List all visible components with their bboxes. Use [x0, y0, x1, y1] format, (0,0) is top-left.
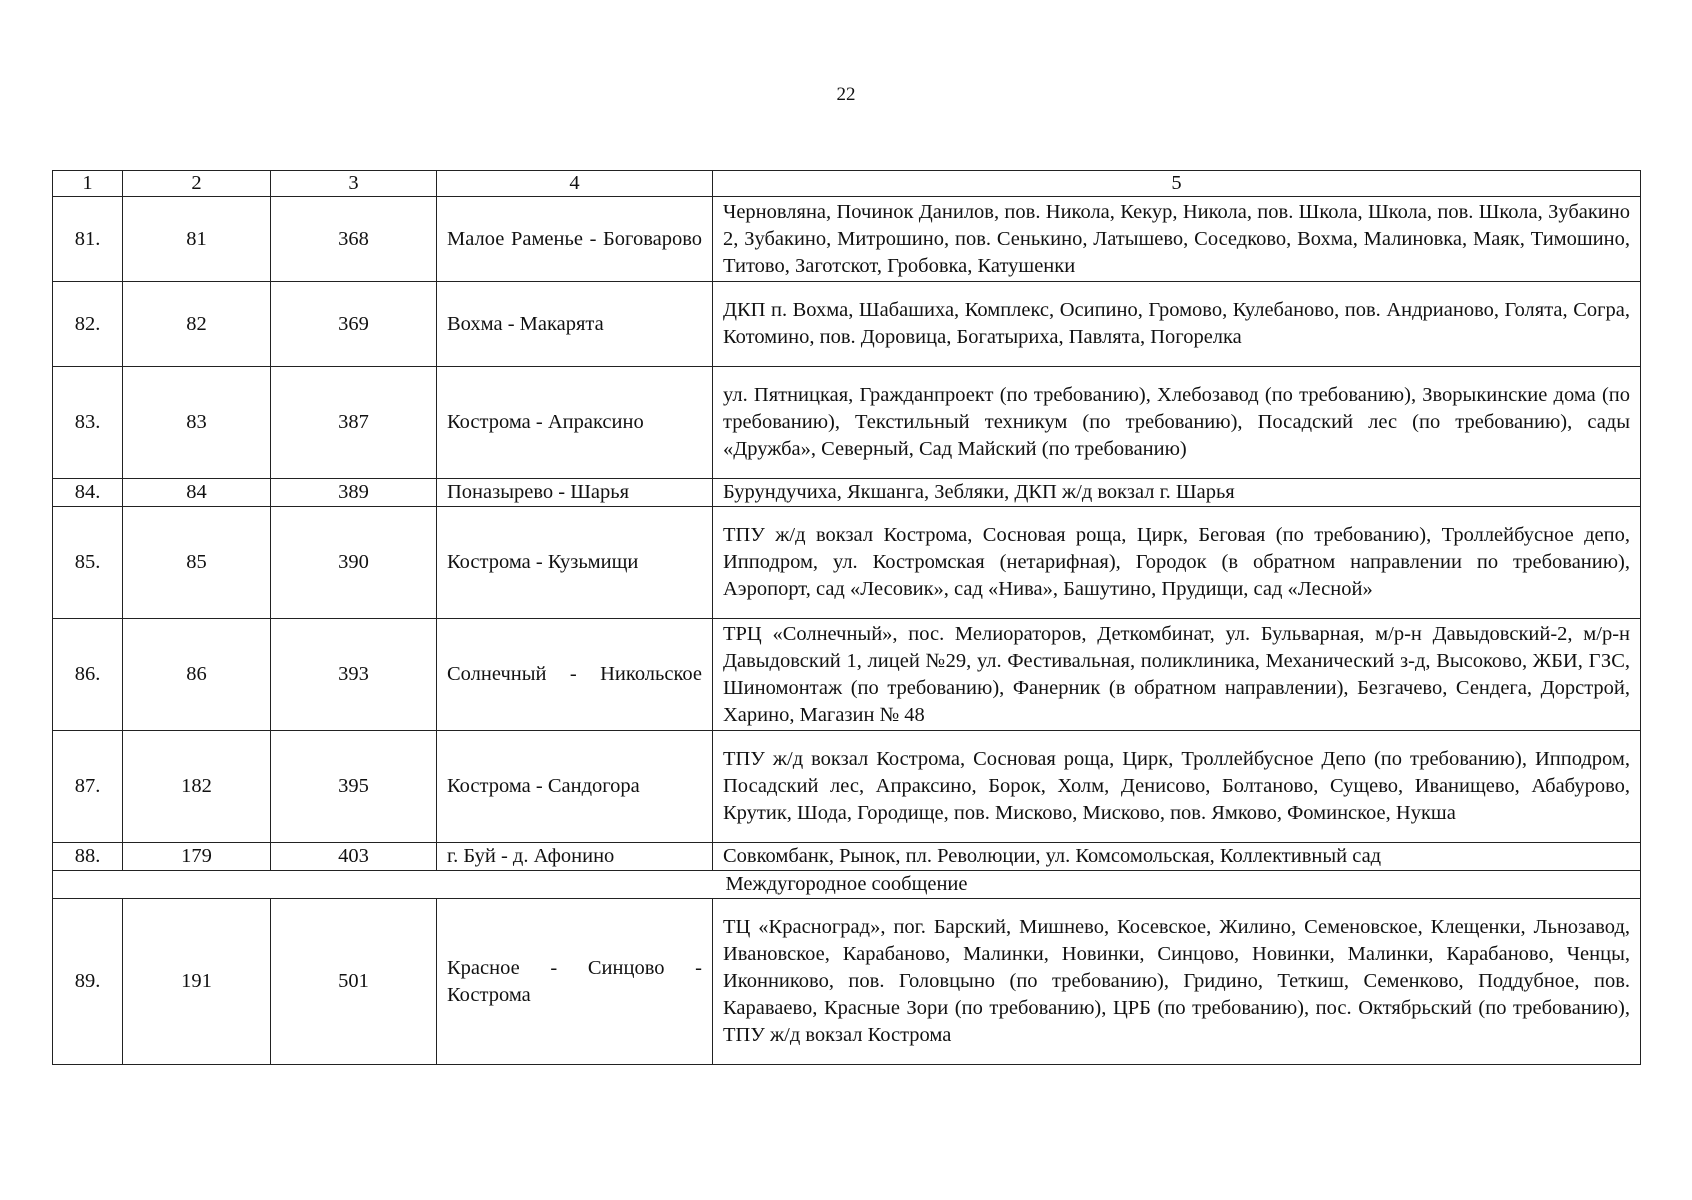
- route-number: 86: [123, 619, 271, 731]
- row-number: 89.: [53, 899, 123, 1065]
- route-number: 84: [123, 479, 271, 507]
- route-stops: ТПУ ж/д вокзал Кострома, Сосновая роща, Цирк, Троллейбусное Депо (по требованию), Ипподром, Посадский лес, Апраксино, Борок, Холм, Денисово, Болтаново, Сущево, Иванищево, Абабурово, Крутик, Шода, Городище, пов. Мисково, Мисково, пов. Ямково, Фоминское, Нукша: [713, 731, 1641, 843]
- route-number: 83: [123, 367, 271, 479]
- table-header-row: [53, 171, 1641, 197]
- route-name: Кострома - Апраксино: [437, 367, 713, 479]
- registry-number: 369: [271, 282, 437, 367]
- route-name: Поназырево - Шарья: [437, 479, 713, 507]
- column-header: 5: [713, 171, 1641, 197]
- route-number: 85: [123, 507, 271, 619]
- registry-number: 393: [271, 619, 437, 731]
- route-name: Солнечный - Никольское: [437, 619, 713, 731]
- registry-number: 501: [271, 899, 437, 1065]
- row-number: 86.: [53, 619, 123, 731]
- row-number: 84.: [53, 479, 123, 507]
- route-number: 182: [123, 731, 271, 843]
- table-row: [53, 843, 1641, 871]
- section-row: [53, 871, 1641, 899]
- table-row: [53, 507, 1641, 619]
- route-name: Кострома - Сандогора: [437, 731, 713, 843]
- route-name: г. Буй - д. Афонино: [437, 843, 713, 871]
- column-header: 1: [53, 171, 123, 197]
- registry-number: 387: [271, 367, 437, 479]
- table-row: [53, 479, 1641, 507]
- row-number: 85.: [53, 507, 123, 619]
- page-number: 22: [836, 84, 856, 105]
- section-title: Междугородное сообщение: [53, 871, 1641, 899]
- column-header: 2: [123, 171, 271, 197]
- table-row: [53, 197, 1641, 282]
- table-row: [53, 731, 1641, 843]
- route-number: 191: [123, 899, 271, 1065]
- route-number: 81: [123, 197, 271, 282]
- registry-number: 389: [271, 479, 437, 507]
- route-stops: Совкомбанк, Рынок, пл. Революции, ул. Комсомольская, Коллективный сад: [713, 843, 1641, 871]
- registry-number: 368: [271, 197, 437, 282]
- route-number: 82: [123, 282, 271, 367]
- table-row: [53, 899, 1641, 1065]
- table-row: [53, 619, 1641, 731]
- route-stops: ТПУ ж/д вокзал Кострома, Сосновая роща, Цирк, Беговая (по требованию), Троллейбусное депо, Ипподром, ул. Костромская (нетарифная), Городок (в обратном направлении по требованию), Аэропорт, сад «Лесовик», сад «Нива», Башутино, Прудищи, сад «Лесной»: [713, 507, 1641, 619]
- row-number: 87.: [53, 731, 123, 843]
- row-number: 83.: [53, 367, 123, 479]
- registry-number: 390: [271, 507, 437, 619]
- registry-number: 395: [271, 731, 437, 843]
- route-name: Кострома - Кузьмищи: [437, 507, 713, 619]
- route-number: 179: [123, 843, 271, 871]
- route-stops: ТРЦ «Солнечный», пос. Мелиораторов, Деткомбинат, ул. Бульварная, м/р-н Давыдовский-2, м/р-н Давыдовский 1, лицей №29, ул. Фестивальная, поликлиника, Механический з-д, Высоково, ЖБИ, ГЗС, Шиномонтаж (по требованию), Фанерник (в обратном направлении), Безгачево, Сендега, Дорстрой, Харино, Магазин № 48: [713, 619, 1641, 731]
- route-stops: ТЦ «Красноград», пог. Барский, Мишнево, Косевское, Жилино, Семеновское, Клещенки, Льнозавод, Ивановское, Карабаново, Малинки, Новинки, Синцово, Новинки, Малинки, Карабаново, Ченцы, Иконниково, пов. Головцыно (по требованию), Гридино, Теткиш, Семенково, Поддубное, пов. Караваево, Красные Зори (по требованию), ЦРБ (по требованию), пос. Октябрьский (по требованию), ТПУ ж/д вокзал Кострома: [713, 899, 1641, 1065]
- routes-table: [52, 170, 1641, 1065]
- route-name: Вохма - Макарята: [437, 282, 713, 367]
- row-number: 81.: [53, 197, 123, 282]
- row-number: 82.: [53, 282, 123, 367]
- registry-number: 403: [271, 843, 437, 871]
- table-row: [53, 282, 1641, 367]
- table-row: [53, 367, 1641, 479]
- route-stops: Черновляна, Починок Данилов, пов. Никола, Кекур, Никола, пов. Школа, Школа, пов. Школа, Зубакино 2, Зубакино, Митрошино, пов. Сенькино, Латышево, Соседково, Вохма, Малиновка, Маяк, Тимошино, Титово, Заготскот, Гробовка, Катушенки: [713, 197, 1641, 282]
- route-stops: ДКП п. Вохма, Шабашиха, Комплекс, Осипино, Громово, Кулебаново, пов. Андрианово, Голята, Согра, Котомино, пов. Доровица, Богатыриха, Павлята, Погорелка: [713, 282, 1641, 367]
- route-stops: Бурундучиха, Якшанга, Зебляки, ДКП ж/д вокзал г. Шарья: [713, 479, 1641, 507]
- route-name: Красное - Синцово - Кострома: [437, 899, 713, 1065]
- column-header: 4: [437, 171, 713, 197]
- column-header: 3: [271, 171, 437, 197]
- route-stops: ул. Пятницкая, Гражданпроект (по требованию), Хлебозавод (по требованию), Зворыкинские дома (по требованию), Текстильный техникум (по требованию), Посадский лес (по требованию), сады «Дружба», Северный, Сад Майский (по требованию): [713, 367, 1641, 479]
- row-number: 88.: [53, 843, 123, 871]
- route-name: Малое Раменье - Боговарово: [437, 197, 713, 282]
